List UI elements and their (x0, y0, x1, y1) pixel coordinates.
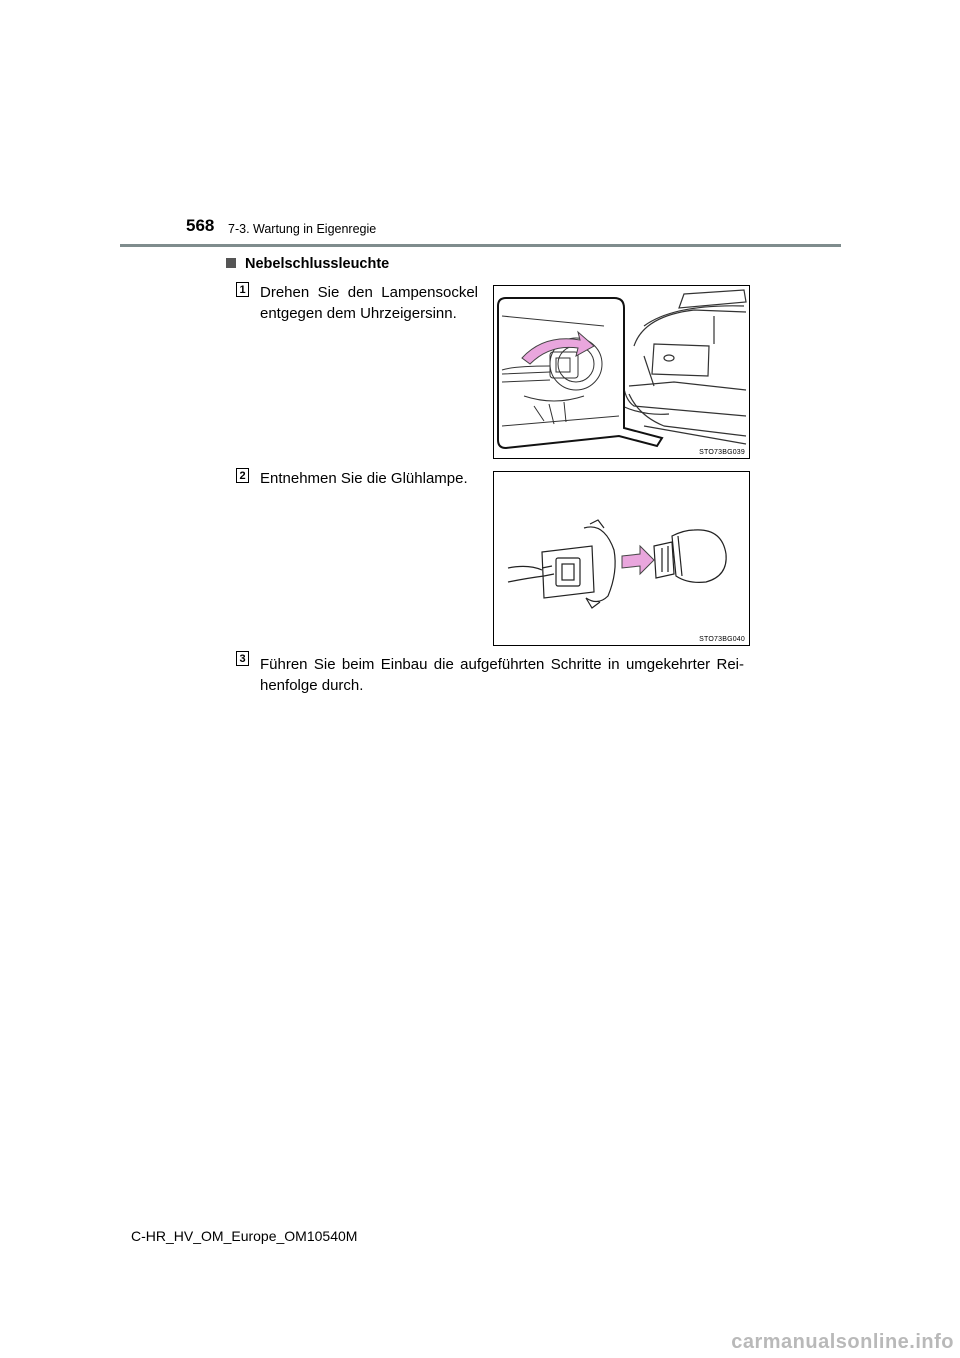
step-number-3: 3 (236, 651, 249, 666)
section-title (226, 256, 389, 272)
figure-bulb-removal (493, 471, 750, 646)
figure-code-1: STO73BG039 (699, 449, 745, 456)
figure-code-2: STO73BG040 (699, 636, 745, 643)
step-text-3: Führen Sie beim Einbau die aufgeführten Schritte in umgekehrter Rei-henfolge durch. (260, 656, 744, 694)
page-number: 568 (186, 216, 215, 235)
figure-lamp-socket-rotation (493, 285, 750, 459)
footer-document-id: C-HR_HV_OM_Europe_OM10540M (131, 1228, 358, 1244)
square-bullet-icon (226, 258, 236, 268)
section-title-text: Nebelschlussleuchte (245, 256, 390, 272)
step-number-2: 2 (236, 468, 249, 483)
step-text-2: Entnehmen Sie die Glühlampe. (260, 470, 468, 487)
step-text-1: Drehen Sie den Lampensockel entgegen dem Uhrzeigersinn. (260, 284, 478, 322)
watermark: carmanualsonline.info (731, 1331, 954, 1353)
step-number-1: 1 (236, 282, 249, 297)
chapter-title: 7-3. Wartung in Eigenregie (228, 222, 377, 236)
header-rule (120, 244, 841, 247)
